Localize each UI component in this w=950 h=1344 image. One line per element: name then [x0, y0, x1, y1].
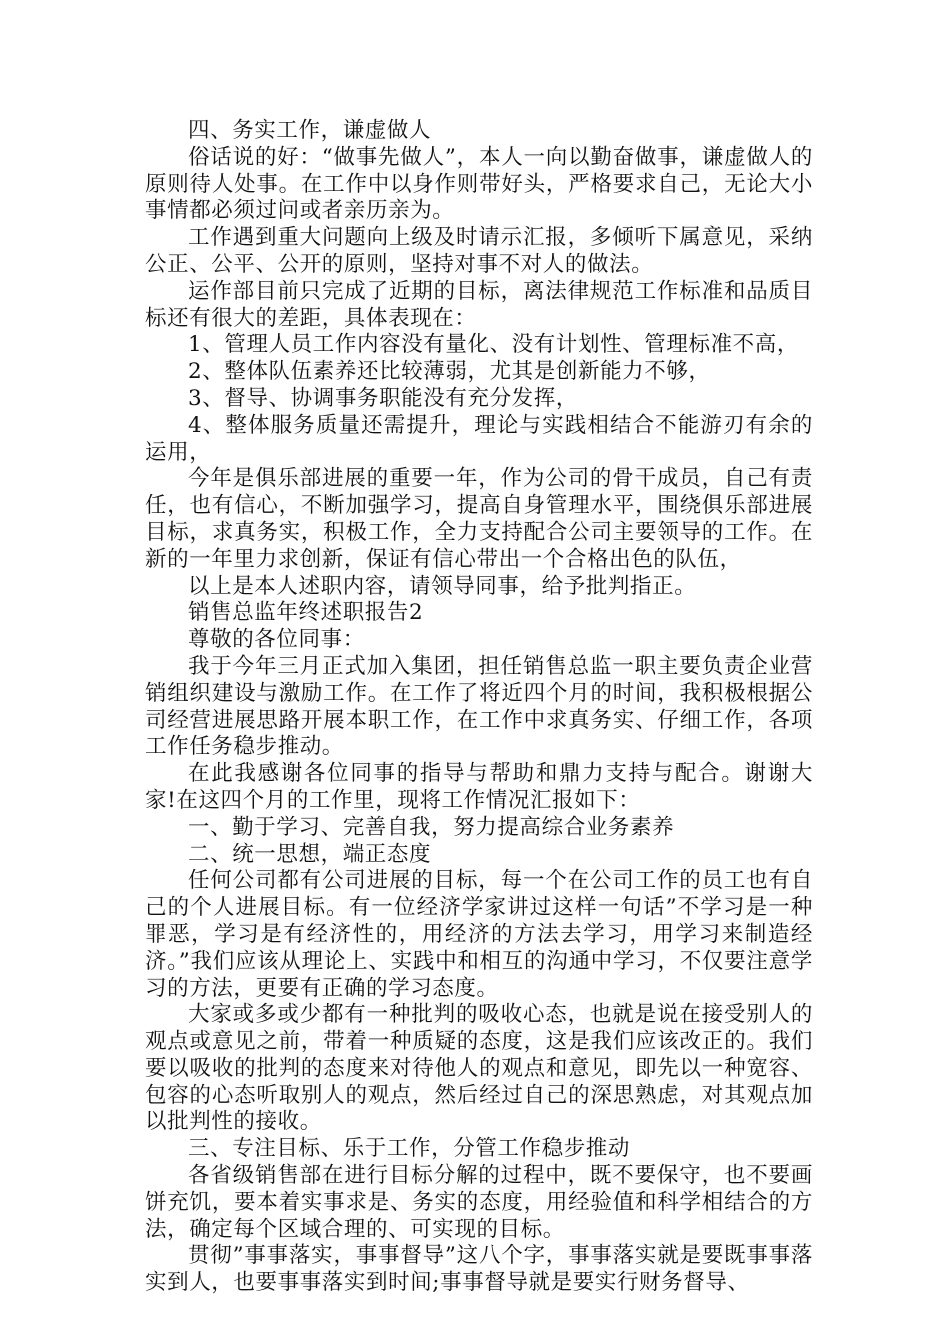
paragraph: 俗话说的好：“做事先做人”，本人一向以勤奋做事，谦虚做人的原则待人处事。在工作中以身作则带好头，严格要求自己，无论大小事情都必须过问或者亲历亲为。 — [145, 144, 813, 224]
paragraph: 任何公司都有公司进展的目标，每一个在公司工作的员工也有自己的个人进展目标。有一位经济学家讲过这样一句话”不学习是一种罪恶，学习是有经济性的，用经济的方法去学习，用学习来制造经济。”我们应该从理论上、实践中和相互的沟通中学习，不仅要注意学习的方法，更要有正确的学习态度。 — [145, 868, 813, 1001]
document-body — [145, 118, 813, 1297]
list-item: 1、管理人员工作内容没有量化、没有计划性、管理标准不高， — [188, 332, 799, 358]
paragraph: 我于今年三月正式加入集团，担任销售总监一职主要负责企业营销组织建设与激励工作。在工作了将近四个月的时间，我积极根据公司经营进展思路开展本职工作，在工作中求真务实、仔细工作，各项工作任务稳步推动。 — [145, 653, 813, 760]
heading-section-3: 三、专注目标、乐于工作，分管工作稳步推动 — [188, 1136, 631, 1162]
paragraph: 大家或多或少都有一种批判的吸收心态，也就是说在接受别人的观点或意见之前，带着一种质疑的态度，这是我们应该改正的。我们要以吸收的批判的态度来对待他人的观点和意见，即先以一种宽容、包容的心态听取别人的观点，然后经过自己的深思熟虑，对其观点加以批判性的接收。 — [145, 1002, 813, 1135]
list-item: 4、整体服务质量还需提升，理论与实践相结合不能游刃有余的运用， — [145, 412, 813, 465]
salutation: 尊敬的各位同事： — [188, 627, 365, 653]
paragraph: 在此我感谢各位同事的指导与帮助和鼎力支持与配合。谢谢大家!在这四个月的工作里，现将工作情况汇报如下： — [145, 761, 813, 813]
paragraph: 各省级销售部在进行目标分解的过程中，既不要保守，也不要画饼充饥，要本着实事求是、务实的态度，用经验值和科学相结合的方法，确定每个区域合理的、可实现的目标。 — [145, 1163, 813, 1242]
paragraph: 工作遇到重大问题向上级及时请示汇报，多倾听下属意见，采纳公正、公平、公开的原则，坚持对事不对人的做法。 — [145, 225, 813, 277]
list-item: 2、整体队伍素养还比较薄弱，尤其是创新能力不够， — [188, 359, 711, 385]
report-title: 销售总监年终述职报告2 — [188, 600, 424, 626]
list-item: 3、督导、协调事务职能没有充分发挥， — [188, 385, 578, 411]
paragraph: 运作部目前只完成了近期的目标，离法律规范工作标准和品质目标还有很大的差距，具体表现在： — [145, 278, 813, 331]
paragraph: 贯彻”事事落实，事事督导”这八个字，事事落实就是要既事事落实到人，也要事事落实到时间;事事督导就是要实行财务督导、 — [145, 1243, 813, 1296]
heading-section-1: 一、勤于学习、完善自我，努力提高综合业务素养 — [188, 814, 675, 840]
paragraph: 今年是俱乐部进展的重要一年，作为公司的骨干成员，自己有责任，也有信心，不断加强学习，提高自身管理水平，围绕俱乐部进展目标，求真务实，积极工作，全力支持配合公司主要领导的工作。在新的一年里力求创新，保证有信心带出一个合格出色的队伍， — [145, 466, 813, 572]
heading-section-2: 二、统一思想，端正态度 — [188, 841, 432, 867]
heading-section-4: 四、务实工作，谦虚做人 — [188, 118, 432, 143]
paragraph: 以上是本人述职内容，请领导同事，给予批判指正。 — [188, 573, 697, 599]
